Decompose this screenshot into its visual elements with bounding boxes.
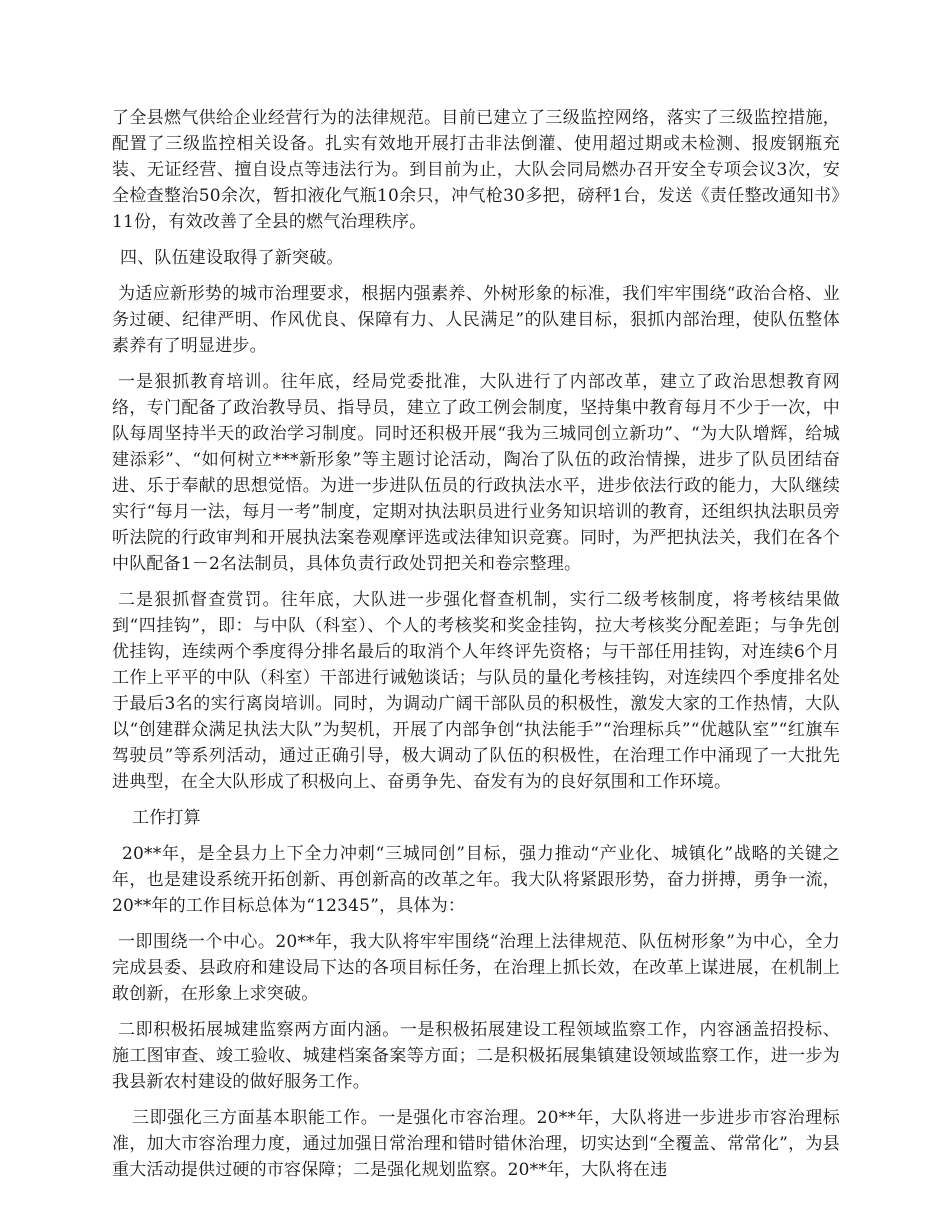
paragraph-annual-goal: 20**年，是全县力上下全力冲刺“三城同创”目标，强力推动“产业化、城镇化”战略的关键之年，也是建设系统开拓创新、再创新高的改革之年。我大队将紧跟形势，奋力拼搏，勇争一流，20**年的工作目标总体为“12345”，具体为： [112,844,840,916]
paragraph-supervision-rewards: 二是狠抓督查赏罚。往年底，大队进一步强化督查机制，实行二级考核制度，将考核结果做到“四挂钩”，即：与中队（科室）、个人的考核奖和奖金挂钩，拉大考核奖分配差距；与争先创优挂钩，连续两个季度得分排名最后的取消个人年终评先资格；与干部任用挂钩，对连续6个月工作上平平的中队（科室）干部进行诫勉谈话；与队员的量化考核挂钩，对连续四个季度排名处于最后3名的实行离岗培训。同时，为调动广阔干部队员的积极性，激发大家的工作热情，大队以“创建群众满足执法大队”为契机，开展了内部争创“执法能手”“治理标兵”“优越队室”“红旗车驾驶员”等系列活动，通过正确引导，极大调动了队伍的积极性，在治理工作中涌现了一大批先进典型，在全大队形成了积极向上、奋勇争先、奋发有为的良好氛围和工作环境。 [112,590,840,792]
paragraph-gas-regulation: 了全县燃气供给企业经营行为的法律规范。目前已建立了三级监控网络，落实了三级监控措施，配置了三级监控相关设备。扎实有效地开展打击非法倒灌、使用超过期或未检测、报废钢瓶充装、无证经营、擅自设点等违法行为。到目前为止，大队会同局燃办召开安全专项会议3次，安全检查整治50余次，暂扣液化气瓶10余只，冲气枪30多把，磅秤1台，发送《责任整改通知书》11份，有效改善了全县的燃气治理秩序。 [112,108,840,232]
paragraph-three-functions: 三即强化三方面基本职能工作。一是强化市容治理。20**年，大队将进一步进步市容治理标准，加大市容治理力度，通过加强日常治理和错时错休治理，切实达到“全覆盖、常常化”，为县重大活动提供过硬的市容保障；二是强化规划监察。20**年，大队将在违 [112,1108,840,1180]
paragraph-one-center: 一即围绕一个中心。20**年，我大队将牢牢围绕“治理上法律规范、队伍树形象”为中心，全力完成县委、县政府和建设局下达的各项目标任务，在治理上抓长效，在改革上谋进展，在机制上敢创新，在形象上求突破。 [112,932,840,1004]
section-heading-work-plan: 工作打算 [132,808,201,828]
section-heading-team-building: 四、队伍建设取得了新突破。 [120,248,344,268]
paragraph-team-goals: 为适应新形势的城市治理要求，根据内强素养、外树形象的标准，我们牢牢围绕“政治合格、业务过硬、纪律严明、作风优良、保障有力、人民满足”的队建目标，狠抓内部治理，使队伍整体素养有了明显进步。 [112,284,840,356]
document-page [112,105,840,1193]
paragraph-education-training: 一是狠抓教育培训。往年底，经局党委批准，大队进行了内部改革，建立了政治思想教育网络，专门配备了政治教导员、指导员，建立了政工例会制度，坚持集中教育每月不少于一次，中队每周坚持半天的政治学习制度。同时还积极开展“我为三城同创立新功”、“为大队增辉，给城建添彩”、“如何树立***新形象”等主题讨论活动，陶冶了队伍的政治情操，进步了队员团结奋进、乐于奉献的思想觉悟。为进一步进队伍员的行政执法水平，进步依法行政的能力，大队继续实行“每月一法，每月一考”制度，定期对执法职员进行业务知识培训的教育，还组织执法职员旁听法院的行政审判和开展执法案卷观摩评选或法律知识竞赛。同时，为严把执法关，我们在各个中队配备1－2名法制员，具体负责行政处罚把关和卷宗整理。 [112,372,840,574]
paragraph-two-aspects: 二即积极拓展城建监察两方面内涵。一是积极拓展建设工程领域监察工作，内容涵盖招投标、施工图审查、竣工验收、城建档案备案等方面；二是积极拓展集镇建设领域监察工作，进一步为我县新农村建设的做好服务工作。 [112,1020,840,1092]
